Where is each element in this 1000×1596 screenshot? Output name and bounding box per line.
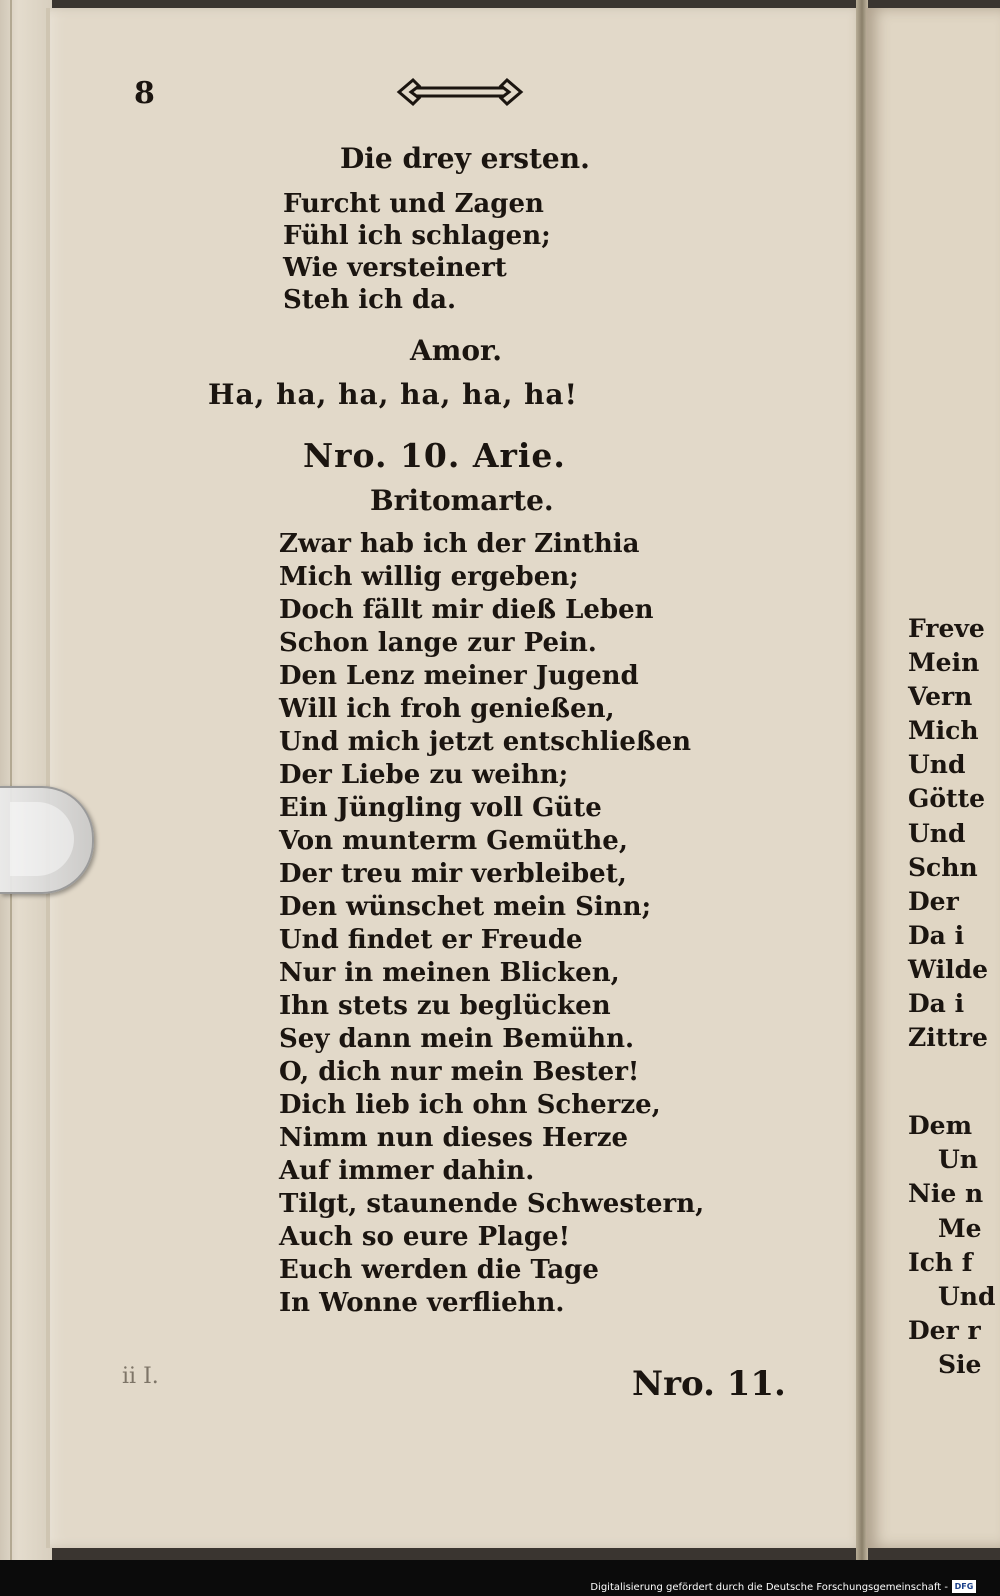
aria-verse-block: [279, 528, 704, 1320]
verse-line: Schon lange zur Pein.: [279, 628, 597, 658]
facing-line: Dem: [908, 1111, 973, 1141]
verse-line: Will ich froh genießen,: [279, 694, 615, 724]
verse-line: Furcht und Zagen: [283, 189, 544, 219]
verse-line: Fühl ich schlagen;: [283, 221, 551, 251]
facing-line: Nie n: [908, 1179, 984, 1209]
facing-line: Da i: [908, 989, 965, 1019]
dfg-logo: DFG: [952, 1580, 976, 1593]
verse-line: In Wonne verfliehn.: [279, 1288, 565, 1318]
verse-line: Ein Jüngling voll Güte: [279, 793, 602, 823]
verse-line: Zwar hab ich der Zinthia: [279, 529, 640, 559]
facing-line: Schn: [908, 852, 978, 882]
facing-line: Mein: [908, 648, 980, 678]
verse-line: Sey dann mein Bemühn.: [279, 1024, 635, 1054]
facing-page-text: [908, 612, 995, 1382]
verse-line: Auch so eure Plage!: [279, 1222, 571, 1252]
verse-line: Mich willig ergeben;: [279, 562, 579, 592]
verse-line: O, dich nur mein Bester!: [279, 1057, 640, 1087]
facing-line: Der r: [908, 1315, 981, 1345]
verse-line: Tilgt, staunende Schwestern,: [279, 1189, 705, 1219]
funding-credit: Digitalisierung gefördert durch die Deutsche Forschungsgemeinschaft -: [590, 1582, 948, 1593]
facing-line: Me: [938, 1213, 982, 1243]
facing-line: Zittre: [908, 1023, 988, 1053]
facing-line: Und: [908, 818, 966, 848]
facing-line: Und: [908, 750, 966, 780]
facing-line: Der: [908, 886, 959, 916]
facing-line: Götte: [908, 784, 986, 814]
facing-line: Wilde: [908, 954, 989, 984]
page-edge: [46, 8, 50, 1548]
verse-line: Ha, ha, ha, ha, ha, ha!: [208, 378, 578, 411]
facing-line: Mich: [908, 716, 979, 746]
verse-line: Nimm nun dieses Herze: [279, 1123, 629, 1153]
facing-line: Und: [938, 1281, 996, 1311]
verse-line: Doch fällt mir dieß Leben: [279, 595, 654, 625]
margin-mark: ii I.: [122, 1364, 159, 1389]
board-edge: [10, 0, 12, 1560]
verse-line: Dich lieb ich ohn Scherze,: [279, 1090, 661, 1120]
verse-line: Nur in meinen Blicken,: [279, 958, 620, 988]
facing-line: Un: [938, 1145, 978, 1175]
speaker-name: Amor.: [410, 334, 502, 367]
verse-line: Und mich jetzt entschließen: [279, 727, 692, 757]
verse-line: Auf immer dahin.: [279, 1156, 535, 1186]
verse-line: Wie versteinert: [283, 253, 507, 283]
verse-line: Den Lenz meiner Jugend: [279, 661, 639, 691]
facing-line: Ich f: [908, 1247, 973, 1277]
verse-line: Der Liebe zu weihn;: [279, 760, 569, 790]
verse-line: Ihn stets zu beglücken: [279, 991, 611, 1021]
verse-line: Steh ich da.: [283, 285, 457, 315]
number-heading: Nro. 10. Arie.: [303, 436, 566, 475]
verse-block-a: [283, 188, 551, 316]
facing-line: Freve: [908, 614, 985, 643]
verse-line: Der treu mir verbleibet,: [279, 859, 627, 889]
verse-line: Von munterm Gemüthe,: [279, 826, 628, 856]
verse-line: Euch werden die Tage: [279, 1255, 599, 1285]
facing-line: Vern: [908, 682, 973, 712]
facing-line: Sie: [938, 1349, 982, 1379]
clip-highlight: [10, 802, 74, 876]
binding-board: [0, 0, 52, 1560]
ornament-divider: [395, 74, 525, 110]
speaker-name: Britomarte.: [370, 484, 554, 517]
facing-line: Da i: [908, 920, 965, 950]
verse-line: Den wünschet mein Sinn;: [279, 892, 652, 922]
section-heading: Die drey ersten.: [340, 142, 590, 175]
page-number: 8: [134, 76, 155, 111]
verse-line: Und findet er Freude: [279, 925, 583, 955]
catchword: Nro. 11.: [632, 1364, 786, 1404]
